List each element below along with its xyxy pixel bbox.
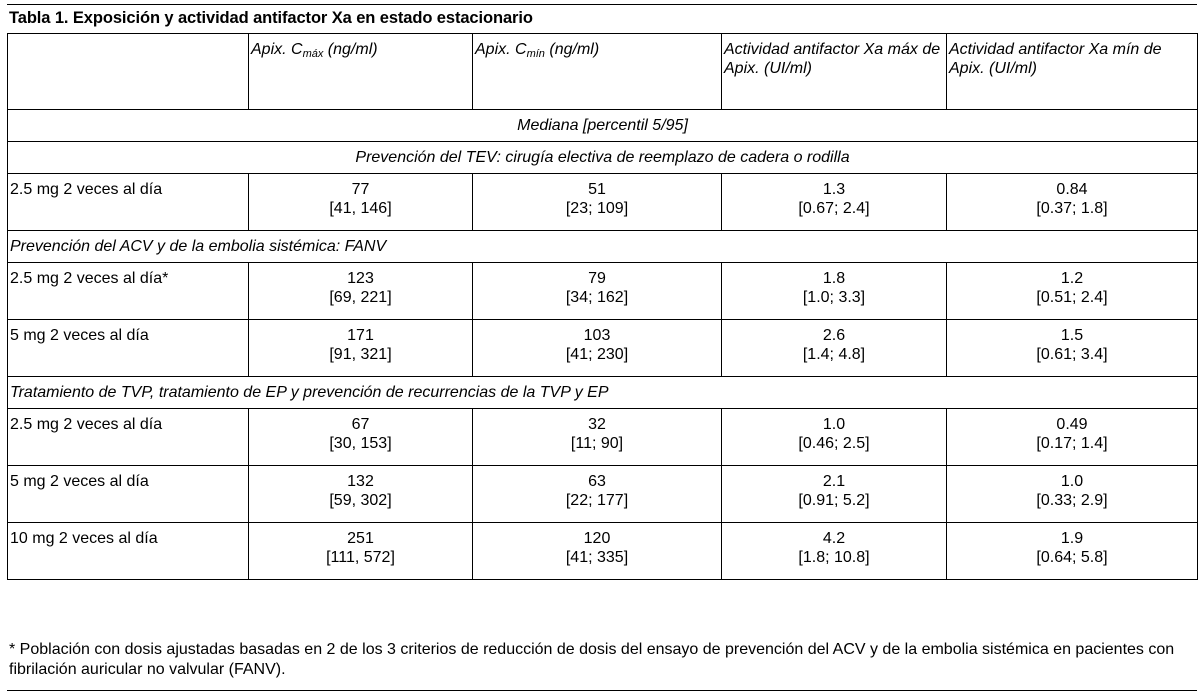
section-title: Prevención del TEV: cirugía electiva de reemplazo de cadera o rodilla xyxy=(8,142,1198,174)
cell-cmax xyxy=(249,263,473,320)
median-value: 1.0 xyxy=(1060,473,1084,490)
percentile-range: [0.37; 1.8] xyxy=(1036,200,1108,217)
median-value: 2.6 xyxy=(822,327,846,344)
table-title: Tabla 1. Exposición y actividad antifactor Xa en estado estacionario xyxy=(9,9,533,27)
median-value: 132 xyxy=(347,473,374,490)
median-value: 32 xyxy=(588,416,606,433)
dose-label: 10 mg 2 veces al día xyxy=(8,523,249,580)
top-rule xyxy=(7,4,1197,5)
percentile-range: [0.33; 2.9] xyxy=(1036,492,1108,509)
cell-xa-max xyxy=(722,409,947,466)
median-value: 63 xyxy=(588,473,606,490)
percentile-range: [34; 162] xyxy=(565,289,629,306)
stat-label-row xyxy=(8,110,1198,142)
cell-xa-min xyxy=(947,409,1198,466)
cell-cmin xyxy=(473,320,722,377)
percentile-range: [41; 335] xyxy=(565,549,629,566)
median-value: 51 xyxy=(588,181,606,198)
median-value: 1.0 xyxy=(822,416,846,433)
cell-cmax xyxy=(249,174,473,231)
median-value: 67 xyxy=(351,416,370,433)
cell-cmax xyxy=(249,409,473,466)
section-row xyxy=(8,377,1198,409)
percentile-range: [69, 221] xyxy=(329,289,392,306)
cell-xa-max xyxy=(722,174,947,231)
percentile-range: [22; 177] xyxy=(565,492,629,509)
cell-xa-min xyxy=(947,523,1198,580)
table-row xyxy=(8,523,1198,580)
cell-xa-min xyxy=(947,320,1198,377)
percentile-range: [1.0; 3.3] xyxy=(802,289,866,306)
dose-label: 5 mg 2 veces al día xyxy=(8,320,249,377)
percentile-range: [30, 153] xyxy=(329,435,392,452)
table-row xyxy=(8,174,1198,231)
percentile-range: [0.91; 5.2] xyxy=(798,492,870,509)
median-value: 1.5 xyxy=(1060,327,1084,344)
median-value: 4.2 xyxy=(822,530,846,547)
header-xa-max: Actividad antifactor Xa máx de Apix. (UI/ml) xyxy=(722,34,947,110)
percentile-range: [0.46; 2.5] xyxy=(798,435,870,452)
cell-cmax xyxy=(249,466,473,523)
cell-cmax xyxy=(249,320,473,377)
table-row xyxy=(8,466,1198,523)
header-row xyxy=(8,34,1198,110)
footnote: * Población con dosis ajustadas basadas en 2 de los 3 criterios de reducción de dosis del ensayo de prevención del ACV y de la embolia sistémica en pacientes con fibrilación auricular no valvular (FANV). xyxy=(9,641,1175,678)
bottom-rule xyxy=(7,690,1197,691)
stat-label: Mediana [percentil 5/95] xyxy=(8,110,1198,142)
dose-label: 2.5 mg 2 veces al día* xyxy=(8,263,249,320)
dose-label: 2.5 mg 2 veces al día xyxy=(8,174,249,231)
percentile-range: [111, 572] xyxy=(326,549,395,566)
median-value: 1.9 xyxy=(1060,530,1084,547)
median-value: 120 xyxy=(583,530,611,547)
percentile-range: [0.51; 2.4] xyxy=(1036,289,1108,306)
cell-cmin xyxy=(473,466,722,523)
cell-cmax xyxy=(249,523,473,580)
median-value: 79 xyxy=(588,270,606,287)
header-xa-min: Actividad antifactor Xa mín de Apix. (UI/ml) xyxy=(947,34,1198,110)
median-value: 123 xyxy=(347,270,374,287)
table-row xyxy=(8,409,1198,466)
dose-label: 2.5 mg 2 veces al día xyxy=(8,409,249,466)
percentile-range: [0.61; 3.4] xyxy=(1036,346,1108,363)
section-row xyxy=(8,142,1198,174)
median-value: 0.84 xyxy=(1056,181,1088,198)
cell-xa-min xyxy=(947,466,1198,523)
table-row xyxy=(8,263,1198,320)
median-value: 171 xyxy=(347,327,374,344)
percentile-range: [11; 90] xyxy=(570,435,624,452)
header-cmin: Apix. $C_{mín}$ (ng/ml) xyxy=(473,34,722,110)
percentile-range: [1.4; 4.8] xyxy=(802,346,866,363)
percentile-range: [0.17; 1.4] xyxy=(1036,435,1108,452)
percentile-range: [91, 321] xyxy=(329,346,392,363)
percentile-range: [59, 302] xyxy=(329,492,392,509)
percentile-range: [41, 146] xyxy=(329,200,392,217)
median-value: 1.8 xyxy=(822,270,846,287)
cell-cmin xyxy=(473,263,722,320)
dose-label: 5 mg 2 veces al día xyxy=(8,466,249,523)
header-empty-cell xyxy=(8,34,249,110)
cell-cmin xyxy=(473,409,722,466)
data-table xyxy=(7,33,1198,580)
cell-xa-min xyxy=(947,263,1198,320)
section-row xyxy=(8,231,1198,263)
section-title: Prevención del ACV y de la embolia sistémica: FANV xyxy=(8,231,1198,263)
cell-xa-max xyxy=(722,523,947,580)
percentile-range: [23; 109] xyxy=(565,200,629,217)
median-value: 1.2 xyxy=(1060,270,1084,287)
cell-xa-max xyxy=(722,320,947,377)
header-cmax: Apix. $C_{máx}$ (ng/ml) xyxy=(249,34,473,110)
percentile-range: [1.8; 10.8] xyxy=(798,549,870,566)
median-value: 2.1 xyxy=(822,473,846,490)
cell-cmin xyxy=(473,174,722,231)
section-title: Tratamiento de TVP, tratamiento de EP y prevención de recurrencias de la TVP y EP xyxy=(8,377,1198,409)
median-value: 251 xyxy=(347,530,374,547)
median-value: 0.49 xyxy=(1056,416,1088,433)
percentile-range: [0.64; 5.8] xyxy=(1036,549,1108,566)
cell-xa-max xyxy=(722,263,947,320)
median-value: 103 xyxy=(583,327,611,344)
median-value: 1.3 xyxy=(822,181,846,198)
percentile-range: [41; 230] xyxy=(565,346,629,363)
cell-cmin xyxy=(473,523,722,580)
table-row xyxy=(8,320,1198,377)
median-value: 77 xyxy=(351,181,370,198)
percentile-range: [0.67; 2.4] xyxy=(798,200,870,217)
cell-xa-max xyxy=(722,466,947,523)
cell-xa-min xyxy=(947,174,1198,231)
